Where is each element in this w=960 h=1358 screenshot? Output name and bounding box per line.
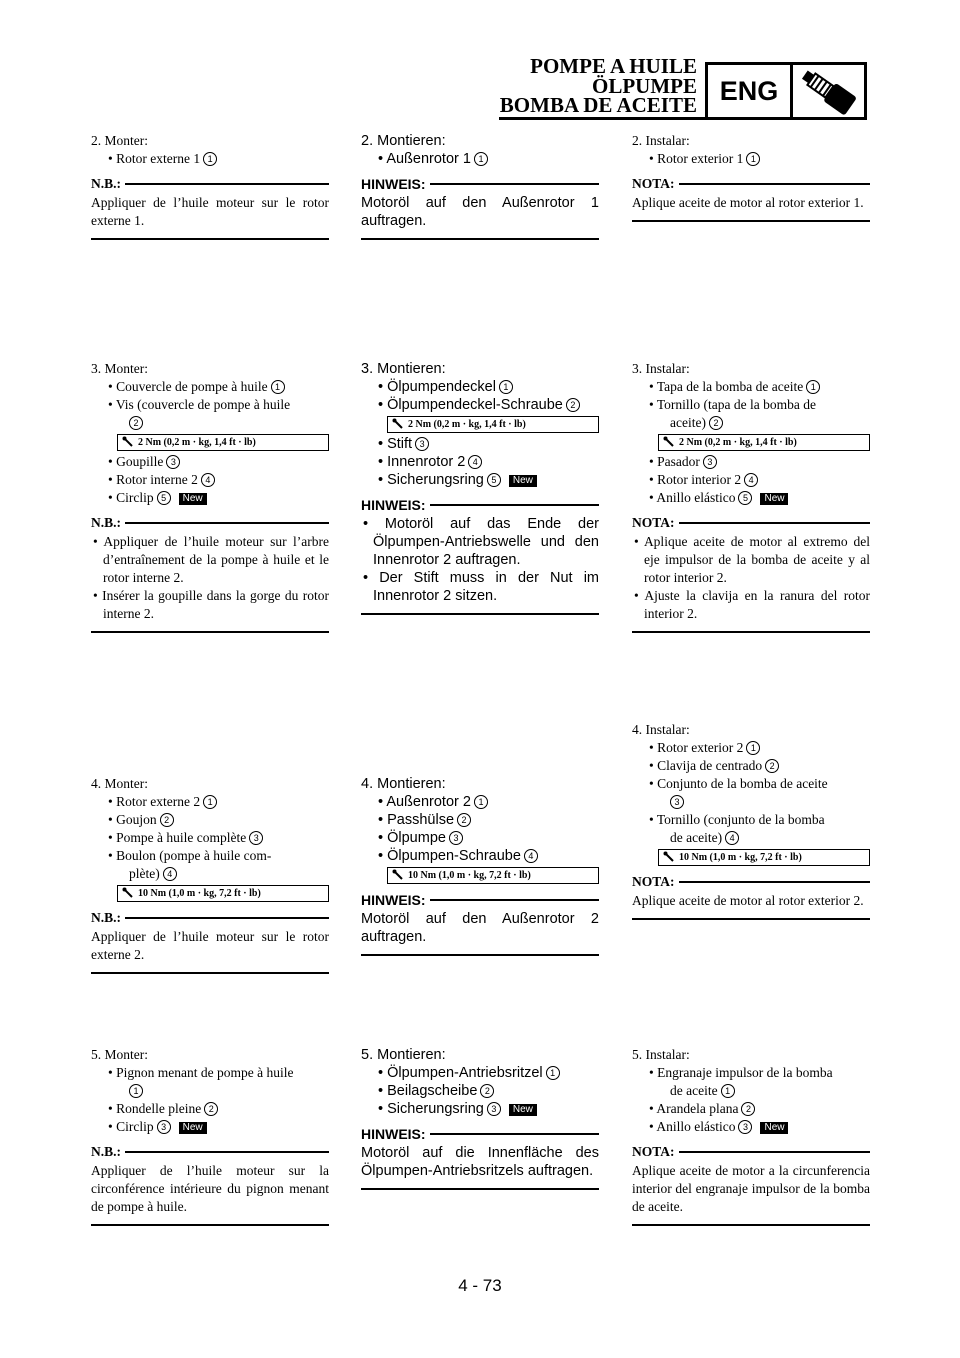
torque-value: 10 Nm (1,0 m · kg, 7,2 ft · lb): [679, 852, 802, 863]
item-text: Boulon (pompe à huile com-: [116, 848, 272, 863]
item-text: Rotor interior 2: [657, 472, 742, 487]
torque-spec: [387, 867, 599, 884]
ref-1: 1: [499, 380, 513, 394]
item-text: Arandela plana: [656, 1101, 739, 1116]
step-title: 5. Montieren:: [361, 1047, 446, 1063]
item-text: Ölpumpen-Antriebsritzel: [387, 1065, 543, 1081]
note-rule: [91, 917, 329, 919]
list-item: • Beilagscheibe 2: [361, 1082, 599, 1100]
item-text: aceite): [670, 415, 706, 430]
step-title: 2. Montieren:: [361, 133, 446, 149]
ref-3: 3: [166, 455, 180, 469]
torque-spec: [387, 416, 599, 433]
note-header: [91, 908, 329, 928]
ref-1: 1: [203, 152, 217, 166]
item-text: Rotor externe 2: [116, 794, 201, 809]
note-text: Motoröl auf die Innenfläche des Ölpumpen-Antriebsritzels auftragen.: [361, 1145, 599, 1179]
new-badge: New: [179, 493, 207, 505]
ref-3: 3: [449, 831, 463, 845]
item-text: Ölpumpendeckel-Schraube: [387, 397, 563, 413]
ref-3: 3: [670, 795, 684, 809]
note-item: Motoröl auf das Ende der Ölpumpen-Antriebswelle und den Innenrotor 2 auftragen.: [373, 516, 599, 568]
item-text: Außenrotor 1: [386, 151, 471, 167]
section-badge: [705, 62, 867, 120]
ref-3: 3: [738, 1120, 752, 1134]
list-item: • Tornillo (conjunto de la bomba: [649, 812, 825, 827]
list-item: • Ölpumpendeckel-Schraube 2: [361, 396, 599, 414]
note-header: [632, 1142, 870, 1162]
list-item: • Pasador 3: [632, 453, 870, 471]
item-text: Couvercle de pompe à huile: [116, 379, 268, 394]
list-item-cont: [632, 793, 870, 811]
item-text: Goujon: [116, 812, 157, 827]
item-text: Goupille: [116, 454, 164, 469]
list-item-cont: [632, 1082, 870, 1100]
item-text: Passhülse: [387, 812, 455, 828]
ref-4: 4: [524, 849, 538, 863]
note-text: Aplique aceite de motor al rotor exterior 2.: [632, 893, 864, 908]
list-item: • Anillo elástico 5 New: [632, 489, 870, 507]
list-item: • Rotor exterior 2 1: [632, 739, 870, 757]
note-end-rule: [91, 1224, 329, 1226]
ref-4: 4: [163, 867, 177, 881]
fr-step-2: [91, 132, 329, 240]
note-label: NOTA:: [632, 174, 679, 194]
ref-5: 5: [487, 473, 501, 487]
list-item: • Ölpumpen-Schraube 4: [361, 847, 599, 865]
new-badge: New: [179, 1122, 207, 1134]
note-text: Appliquer de l’huile moteur sur le rotor externe 1.: [91, 195, 329, 228]
note-label: NOTA:: [632, 513, 679, 533]
section-badge-label: ENG: [719, 76, 779, 106]
list-item: • Sicherungsring 5 New: [361, 471, 599, 489]
note-end-rule: [361, 1188, 599, 1190]
list-item: • Außenrotor 1 1: [361, 150, 599, 168]
step-title: 3. Monter:: [91, 361, 148, 376]
step-title: 2. Instalar:: [632, 133, 690, 148]
note-item: Insérer la goupille dans la gorge du rotor interne 2.: [102, 588, 330, 621]
ref-1: 1: [546, 1066, 560, 1080]
note-label: HINWEIS:: [361, 890, 430, 910]
note-header: [91, 1142, 329, 1162]
list-item: • Ölpumpe 3: [361, 829, 599, 847]
list-item: • Pompe à huile complète 3: [91, 829, 329, 847]
note-label: N.B.:: [91, 908, 125, 928]
wrench-icon: [663, 851, 675, 863]
note-header: [632, 872, 870, 892]
new-badge: New: [509, 475, 537, 487]
step-title: 4. Instalar:: [632, 722, 690, 737]
item-text: Conjunto de la bomba de aceite: [657, 776, 828, 791]
ref-3: 3: [157, 1120, 171, 1134]
ref-1: 1: [129, 1084, 143, 1098]
torque-value: 2 Nm (0,2 m · kg, 1,4 ft · lb): [138, 437, 256, 448]
list-item: • Engranaje impulsor de la bomba: [649, 1065, 833, 1080]
ref-4: 4: [201, 473, 215, 487]
item-text: Circlip: [116, 490, 154, 505]
list-item: • Sicherungsring 3 New: [361, 1100, 599, 1118]
ref-1: 1: [746, 741, 760, 755]
es-step-4: [632, 721, 870, 920]
torque-spec: [658, 434, 870, 451]
ref-1: 1: [474, 795, 488, 809]
ref-4: 4: [744, 473, 758, 487]
torque-value: 10 Nm (1,0 m · kg, 7,2 ft · lb): [138, 888, 261, 899]
item-text: Clavija de centrado: [657, 758, 763, 773]
ref-4: 4: [725, 831, 739, 845]
torque-spec: [117, 885, 329, 902]
list-item: • Passhülse 2: [361, 811, 599, 829]
step-title: 2. Monter:: [91, 133, 148, 148]
list-item: • Couvercle de pompe à huile 1: [91, 378, 329, 396]
wrench-icon: [392, 418, 404, 430]
note-text: • Motoröl auf das Ende der Ölpumpen-Antriebswelle und den Innenrotor 2 auftragen.: [363, 516, 599, 568]
header-title-fr: POMPE A HUILE: [530, 54, 697, 78]
ref-1: 1: [806, 380, 820, 394]
ref-2: 2: [480, 1084, 494, 1098]
note-label: N.B.:: [91, 1142, 125, 1162]
ref-2: 2: [709, 416, 723, 430]
fr-step-5: [91, 1046, 329, 1226]
de-step-5: [361, 1046, 599, 1190]
item-text: Pompe à huile complète: [116, 830, 247, 845]
list-item: • Stift 3: [361, 435, 599, 453]
note-end-rule: [91, 631, 329, 633]
item-text: Engranaje impulsor de la bomba: [657, 1065, 833, 1080]
note-text: Appliquer de l’huile moteur sur le rotor externe 2.: [91, 929, 329, 962]
list-item: • Conjunto de la bomba de aceite: [649, 776, 828, 791]
ref-2: 2: [457, 813, 471, 827]
note-end-rule: [632, 220, 870, 222]
item-text: Beilagscheibe: [387, 1083, 478, 1099]
item-text: Pasador: [657, 454, 700, 469]
ref-2: 2: [160, 813, 174, 827]
note-text: • Aplique aceite de motor al extremo del eje impulsor de la bomba de aceite y al rotor interior 2.: [634, 534, 871, 585]
ref-1: 1: [474, 152, 488, 166]
note-item: Der Stift muss in der Nut im Innenrotor 2 sitzen.: [373, 570, 600, 604]
item-text: Circlip: [116, 1119, 154, 1134]
ref-5: 5: [157, 491, 171, 505]
list-item-cont: [632, 829, 870, 847]
wrench-icon: [122, 887, 134, 899]
item-text: Sicherungsring: [387, 472, 484, 488]
ref-3: 3: [487, 1102, 501, 1116]
note-end-rule: [91, 972, 329, 974]
step-title: 5. Monter:: [91, 1047, 148, 1062]
note-end-rule: [632, 918, 870, 920]
ref-1: 1: [746, 152, 760, 166]
wrench-icon: [663, 436, 675, 448]
list-item: • Außenrotor 2 1: [361, 793, 599, 811]
wrench-icon: [122, 436, 134, 448]
item-text: Innenrotor 2: [387, 454, 466, 470]
fr-step-3: [91, 360, 329, 633]
ref-3: 3: [249, 831, 263, 845]
ref-1: 1: [271, 380, 285, 394]
item-text: Stift: [387, 436, 413, 452]
list-item: • Vis (couvercle de pompe à huile: [108, 397, 291, 412]
torque-value: 2 Nm (0,2 m · kg, 1,4 ft · lb): [408, 419, 526, 430]
note-rule: [91, 1151, 329, 1153]
ref-2: 2: [204, 1102, 218, 1116]
wrench-icon: [392, 869, 404, 881]
note-text: • Der Stift muss in der Nut im Innenrotor 2 sitzen.: [363, 570, 600, 604]
list-item: • Innenrotor 2 4: [361, 453, 599, 471]
note-text: Appliquer de l’huile moteur sur la circonférence intérieure du pignon menant de pompe à huile.: [91, 1163, 329, 1214]
item-text: Tornillo (tapa de la bomba de: [656, 397, 816, 412]
step-title: 4. Monter:: [91, 776, 148, 791]
ref-3: 3: [415, 437, 429, 451]
item-text: Außenrotor 2: [386, 794, 471, 810]
note-end-rule: [632, 1224, 870, 1226]
note-label: HINWEIS:: [361, 495, 430, 515]
list-item: • Rondelle pleine 2: [91, 1100, 329, 1118]
note-end-rule: [361, 613, 599, 615]
list-item: • Tapa de la bomba de aceite 1: [632, 378, 870, 396]
note-text: • Ajuste la clavija en la ranura del rotor interior 2.: [634, 588, 870, 621]
item-text: Vis (couvercle de pompe à huile: [115, 397, 291, 412]
note-text: • Appliquer de l’huile moteur sur l’arbre d’entraînement de la pompe à huile et le rotor interne 2.: [93, 534, 329, 585]
note-header: [91, 174, 329, 194]
note-rule: [91, 522, 329, 524]
ref-2: 2: [566, 398, 580, 412]
list-item: • Anillo elástico 3 New: [632, 1118, 870, 1136]
list-item-cont: [632, 414, 870, 432]
new-badge: New: [760, 493, 788, 505]
note-header: [361, 174, 599, 194]
item-text: Ölpumpendeckel: [387, 379, 496, 395]
list-item: • Rotor interne 2 4: [91, 471, 329, 489]
item-text: Rotor exterior 2: [657, 740, 744, 755]
item-text: Sicherungsring: [387, 1101, 484, 1117]
item-text: Anillo elástico: [656, 1119, 736, 1134]
list-item: • Ölpumpen-Antriebsritzel 1: [361, 1064, 599, 1082]
note-end-rule: [361, 954, 599, 956]
de-step-2: [361, 132, 599, 240]
list-item: • Arandela plana 2: [632, 1100, 870, 1118]
list-item-cont: [91, 414, 329, 432]
list-item: • Boulon (pompe à huile com-: [108, 848, 272, 863]
header-title-es: BOMBA DE ACEITE: [499, 93, 697, 117]
ref-3: 3: [703, 455, 717, 469]
item-text: Ölpumpe: [387, 830, 446, 846]
ref-5: 5: [738, 491, 752, 505]
note-label: N.B.:: [91, 513, 125, 533]
de-step-3: [361, 360, 599, 615]
new-badge: New: [509, 1104, 537, 1116]
item-text: Rondelle pleine: [116, 1101, 202, 1116]
note-rule: [91, 183, 329, 185]
list-item: • Clavija de centrado 2: [632, 757, 870, 775]
list-item-cont: [91, 1082, 329, 1100]
item-text: Tornillo (conjunto de la bomba: [656, 812, 825, 827]
torque-spec: [658, 849, 870, 866]
note-header: [632, 174, 870, 194]
list-item: • Goujon 2: [91, 811, 329, 829]
step-title: 4. Montieren:: [361, 776, 446, 792]
list-item: • Circlip 3 New: [91, 1118, 329, 1136]
note-text: Aplique aceite de motor a la circunferencia interior del engranaje impulsor de la bomba de aceite.: [632, 1163, 870, 1214]
page-number: 4 - 73: [458, 1276, 502, 1295]
step-title: 5. Instalar:: [632, 1047, 690, 1062]
de-step-4: [361, 775, 599, 956]
note-label: N.B.:: [91, 174, 125, 194]
note-end-rule: [361, 238, 599, 240]
list-item-cont: [91, 865, 329, 883]
header-title-de: ÖLPUMPE: [592, 74, 697, 98]
ref-1: 1: [721, 1084, 735, 1098]
ref-2: 2: [765, 759, 779, 773]
ref-1: 1: [203, 795, 217, 809]
note-header: [361, 495, 599, 515]
badge-divider: [790, 65, 793, 117]
item-text: Tapa de la bomba de aceite: [656, 379, 804, 394]
torque-value: 2 Nm (0,2 m · kg, 1,4 ft · lb): [679, 437, 797, 448]
ref-2: 2: [741, 1102, 755, 1116]
note-header: [361, 890, 599, 910]
note-text: Motoröl auf den Außenrotor 1 auftragen.: [361, 195, 599, 229]
torque-value: 10 Nm (1,0 m · kg, 7,2 ft · lb): [408, 870, 531, 881]
step-title: 3. Montieren:: [361, 361, 446, 377]
list-item: • Goupille 3: [91, 453, 329, 471]
engine-icon: [798, 67, 862, 115]
note-item: Appliquer de l’huile moteur sur l’arbre d’entraînement de la pompe à huile et le rotor interne 2.: [103, 534, 329, 585]
es-step-5: [632, 1046, 870, 1226]
item-text: plète): [129, 866, 160, 881]
torque-spec: [117, 434, 329, 451]
es-step-3: [632, 360, 870, 633]
note-text: Motoröl auf den Außenrotor 2 auftragen.: [361, 911, 599, 945]
item-text: Rotor exterior 1: [657, 151, 744, 166]
ref-2: 2: [129, 416, 143, 430]
note-label: HINWEIS:: [361, 1124, 430, 1144]
note-end-rule: [632, 631, 870, 633]
note-item: Aplique aceite de motor al extremo del eje impulsor de la bomba de aceite y al rotor interior 2.: [643, 534, 871, 585]
new-badge: New: [760, 1122, 788, 1134]
step-title: 3. Instalar:: [632, 361, 690, 376]
fr-step-4: [91, 775, 329, 974]
list-item: • Rotor interior 2 4: [632, 471, 870, 489]
note-label: NOTA:: [632, 1142, 679, 1162]
list-item: • Circlip 5 New: [91, 489, 329, 507]
ref-4: 4: [468, 455, 482, 469]
note-header: [91, 513, 329, 533]
es-step-2: [632, 132, 870, 222]
item-text: Rotor interne 2: [116, 472, 198, 487]
list-item: • Rotor externe 1 1: [91, 150, 329, 168]
item-text: Pignon menant de pompe à huile: [116, 1065, 294, 1080]
item-text: de aceite: [670, 1083, 718, 1098]
note-label: HINWEIS:: [361, 174, 430, 194]
list-item: • Pignon menant de pompe à huile: [108, 1065, 294, 1080]
note-header: [632, 513, 870, 533]
note-header: [361, 1124, 599, 1144]
list-item: • Tornillo (tapa de la bomba de: [649, 397, 816, 412]
item-text: Rotor externe 1: [116, 151, 201, 166]
note-label: NOTA:: [632, 872, 679, 892]
item-text: Ölpumpen-Schraube: [387, 848, 521, 864]
note-item: Ajuste la clavija en la ranura del rotor interior 2.: [644, 588, 870, 621]
item-text: Anillo elástico: [656, 490, 736, 505]
note-text: • Insérer la goupille dans la gorge du rotor interne 2.: [93, 588, 330, 621]
item-text: de aceite): [670, 830, 723, 845]
list-item: • Ölpumpendeckel 1: [361, 378, 599, 396]
note-end-rule: [91, 238, 329, 240]
list-item: • Rotor exterior 1 1: [632, 150, 870, 168]
note-text: Aplique aceite de motor al rotor exterior 1.: [632, 195, 864, 210]
list-item: • Rotor externe 2 1: [91, 793, 329, 811]
